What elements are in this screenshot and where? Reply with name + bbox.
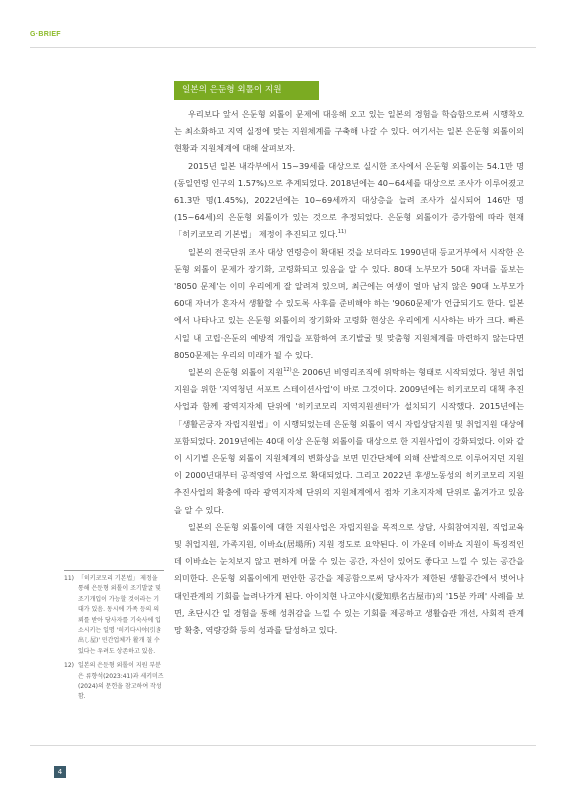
section-heading: 일본의 은둔형 외톨이 지원 (174, 81, 319, 100)
footnote-text: 「히키코모리 기본법」 제정을 통해 은둔형 외톨이 조기발굴 및 조기개입이 가능할 것이라는 기대가 있음. 동시에 가족 등의 의뢰를 받아 당사자를 기숙사에 입소시키는 일명 '히키다시야(引き出し屋)' 민간업체가 활개 칠 수 있다는 우려도 상존하고 있음. (78, 575, 162, 655)
header-divider (30, 47, 536, 48)
paragraph-2: 2015년 일본 내각부에서 15~39세를 대상으로 실시한 조사에서 은둔형 외톨이는 54.1만 명(동일연령 인구의 1.57%)으로 추계되었다. 2018년에는 40~64세를 대상으로 조사가 이루어졌고 61.3만 명(1.45%), 2022년에는 10~69세까지 대상층을 늘려 조사가 실시되어 146만 명(15~64세)의 은둔형 외톨이가 있는 것으로 추정되었다. 은둔형 외톨이가 증가함에 따라 현재 「히키코모리 기본법」 제정이 추진되고 있다.$^{11)}$ (174, 160, 524, 240)
footnote-12 (64, 661, 164, 703)
page-number: 4 (54, 766, 66, 778)
paragraph-3: 일본의 전국단위 조사 대상 연령층이 확대된 것을 보더라도 1990년대 등교거부에서 시작한 은둔형 외톨이 문제가 장기화, 고령화되고 있음을 알 수 있다. 80대 노부모가 50대 자녀를 돌보는 '8050 문제'는 이미 우리에게 잘 알려져 있으며, 최근에는 여생이 얼마 남지 않은 90대 노부모가 60대 자녀가 혼자서 생활할 수 있도록 사후를 준비해야 하는 '9060문제'가 언급되기도 한다. 일본에서 나타나고 있는 은둔형 외톨이의 장기화와 고령화 현상은 우리에게 시사하는 바가 크다. 빠른 시일 내 고립·은둔의 예방적 개입을 포함하여 조기발굴 및 맞춤형 지원체계를 마련하지 않는다면 8050문제는 우리의 미래가 될 수 있다. (174, 246, 524, 360)
paragraph-4: 일본의 은둔형 외톨이 지원$^{12)}$은 2006년 비영리조직에 위탁하는 형태로 시작되었다. 청년 취업지원을 위한 '지역청년 서포트 스테이션사업'이 바로 그것이다. 2009년에는 히키코모리 대책 추진사업과 함께 광역지자체 단위에 '히키코모리 지역지원센터'가 설치되기 시작했다. 2015년에는 「생활곤궁자 자립지원법」이 시행되었는데 은둔형 외톨이 역시 자립상담지원 및 취업지원 대상에 포함되었다. 2019년에는 40대 이상 은둔형 외톨이를 대상으로 한 지원사업이 강화되었다. 이와 같이 시기별 은둔형 외톨이 지원체계의 변화상을 보면 민간단체에 의해 산발적으로 이루어지던 지원이 2000년대부터 공적영역 사업으로 확대되었다. 그리고 2022년 후생노동성의 히키코모리 지원 추진사업의 확충에 따라 광역지자체 단위의 지원체계에서 점차 기초지자체 단위로 옮겨가고 있음을 알 수 있다. (174, 367, 525, 515)
footnote-divider (64, 570, 164, 571)
footnote-11 (64, 574, 164, 657)
footnote-text: 일본의 은둔형 외톨이 지원 부분은 류향석(2023:41)과 세키미즈(2024)의 문헌을 참고하여 작성함. (78, 662, 164, 701)
footnote-ref-11[interactable]: 11) (337, 229, 347, 236)
footnote-mark: 12) (64, 662, 74, 670)
footer-divider (30, 745, 536, 746)
footnote-mark: 11) (64, 575, 74, 582)
footnotes (64, 574, 164, 707)
brand-label: G·BRIEF (30, 31, 61, 38)
body-text (174, 106, 524, 639)
footnote-ref-12[interactable]: 12) (283, 367, 292, 374)
paragraph-5: 일본의 은둔형 외톨이에 대한 지원사업은 자립지원을 목적으로 상담, 사회참여지원, 직업교육 및 취업지원, 가족지원, 이바쇼(居場所) 지원 정도로 요약된다. 이 가운데 이바쇼 지원이 특징적인데 이바쇼는 눈치보지 않고 편하게 머물 수 있는 공간, 자신이 있어도 좋다고 느낄 수 있는 공간을 의미한다. 은둔형 외톨이에게 편안한 공간을 제공함으로써 당사자가 제한된 생활공간에서 벗어나 대인관계의 기회를 늘려나가게 된다. 아이치현 나고야시(愛知県名古屋市)의 '15분 카페' 사례를 보면, 초단시간 일 경험을 통해 성취감을 느낄 수 있는 기회를 제공하고 생활습관 개선, 사회적 관계망 확충, 역량강화 등의 성과를 달성하고 있다. (174, 521, 524, 636)
paragraph-1: 우리보다 앞서 은둔형 외톨이 문제에 대응해 오고 있는 일본의 경험을 학습함으로써 시행착오는 최소화하고 지역 실정에 맞는 지원체계를 구축해 나갈 수 있다. 여기서는 일본 은둔형 외톨이의 현황과 지원체계에 대해 살펴보자. (174, 109, 524, 154)
